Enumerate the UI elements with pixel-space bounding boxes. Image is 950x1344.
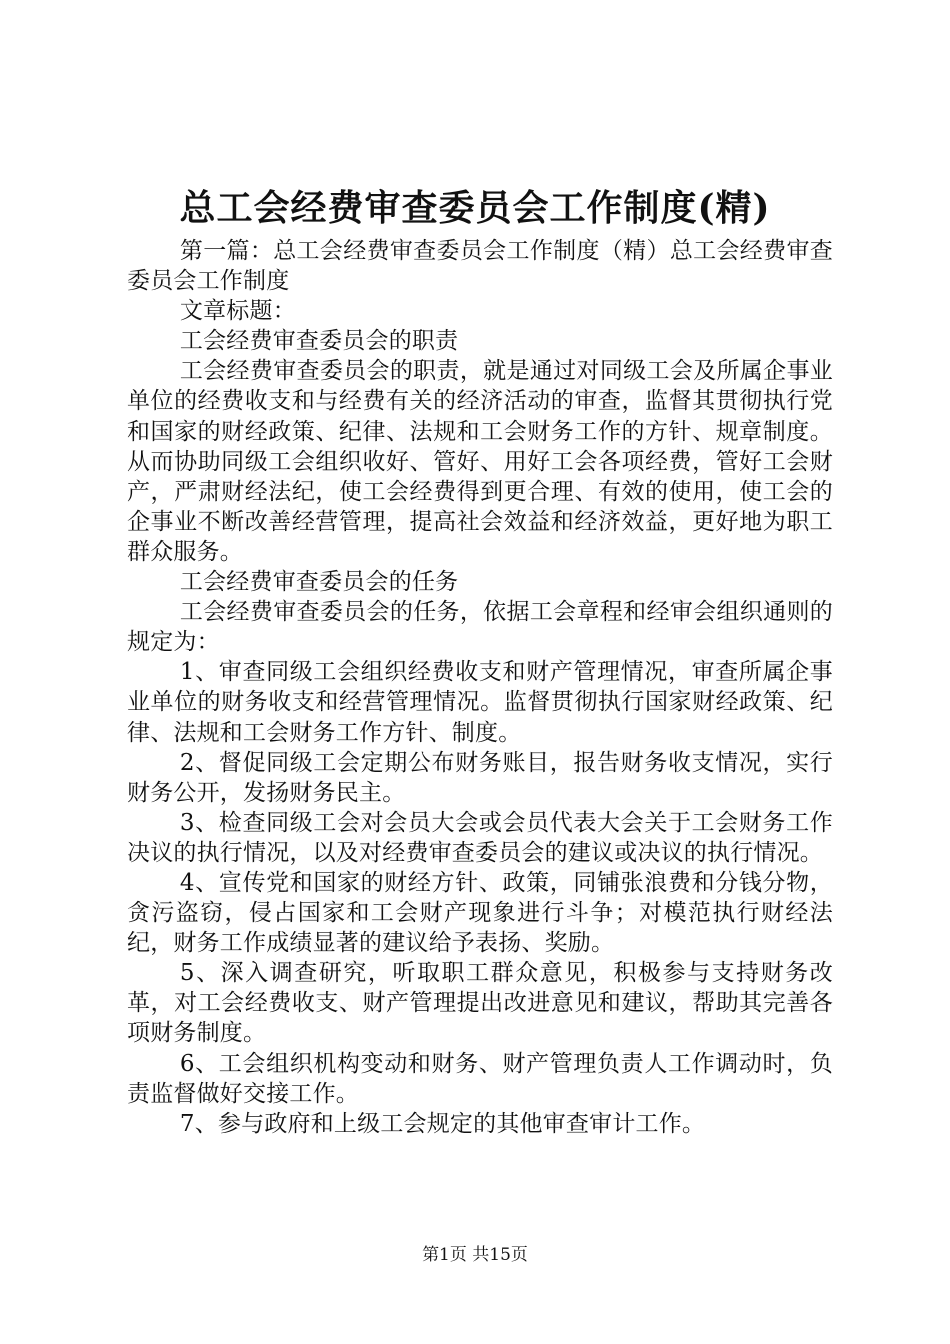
- paragraph: 工会经费审查委员会的任务，依据工会章程和经审会组织通则的规定为：: [127, 599, 833, 656]
- document-title: 总工会经费审查委员会工作制度(精): [179, 187, 771, 229]
- page-footer: 第1页 共15页: [422, 1245, 528, 1265]
- section-heading: 工会经费审查委员会的职责: [179, 328, 459, 355]
- list-item: 3、检查同级工会对会员大会或会员代表大会关于工会财务工作决议的执行情况，以及对经费审查委员会的建议或决议的执行情况。: [127, 809, 833, 866]
- section-heading: 工会经费审查委员会的任务: [179, 569, 459, 596]
- list-item: 6、工会组织机构变动和财务、财产管理负责人工作调动时，负责监督做好交接工作。: [127, 1050, 833, 1107]
- paragraph: 工会经费审查委员会的职责，就是通过对同级工会及所属企事业单位的经费收支和与经费有关的经济活动的审查，监督其贯彻执行党和国家的财经政策、纪律、法规和工会财务工作的方针、规章制度。从而协助同级工会组织收好、管好、用好工会各项经费，管好工会财产，严肃财经法纪，使工会经费得到更合理、有效的使用，使工会的企事业不断改善经营管理，提高社会效益和经济效益，更好地为职工群众服务。: [127, 358, 833, 565]
- list-item: 7、参与政府和上级工会规定的其他审查审计工作。: [179, 1110, 706, 1137]
- list-item: 4、宣传党和国家的财经方针、政策，同铺张浪费和分钱分物，贪污盗窃，侵占国家和工会财产现象进行斗争；对模范执行财经法纪，财务工作成绩显著的建议给予表扬、奖励。: [127, 869, 833, 957]
- list-item: 2、督促同级工会定期公布财务账目，报告财务收支情况，实行财务公开，发扬财务民主。: [127, 749, 833, 806]
- paragraph: 文章标题：: [179, 298, 296, 325]
- list-item: 5、深入调查研究，听取职工群众意见，积极参与支持财务改革，对工会经费收支、财产管理提出改进意见和建议，帮助其完善各项财务制度。: [127, 960, 833, 1047]
- list-item: 1、审查同级工会组织经费收支和财产管理情况，审查所属企事业单位的财务收支和经营管理情况。监督贯彻执行国家财经政策、纪律、法规和工会财务工作方针、制度。: [127, 659, 833, 746]
- document-body: [127, 236, 833, 1139]
- paragraph: 第一篇：总工会经费审查委员会工作制度（精）总工会经费审查委员会工作制度: [127, 238, 833, 295]
